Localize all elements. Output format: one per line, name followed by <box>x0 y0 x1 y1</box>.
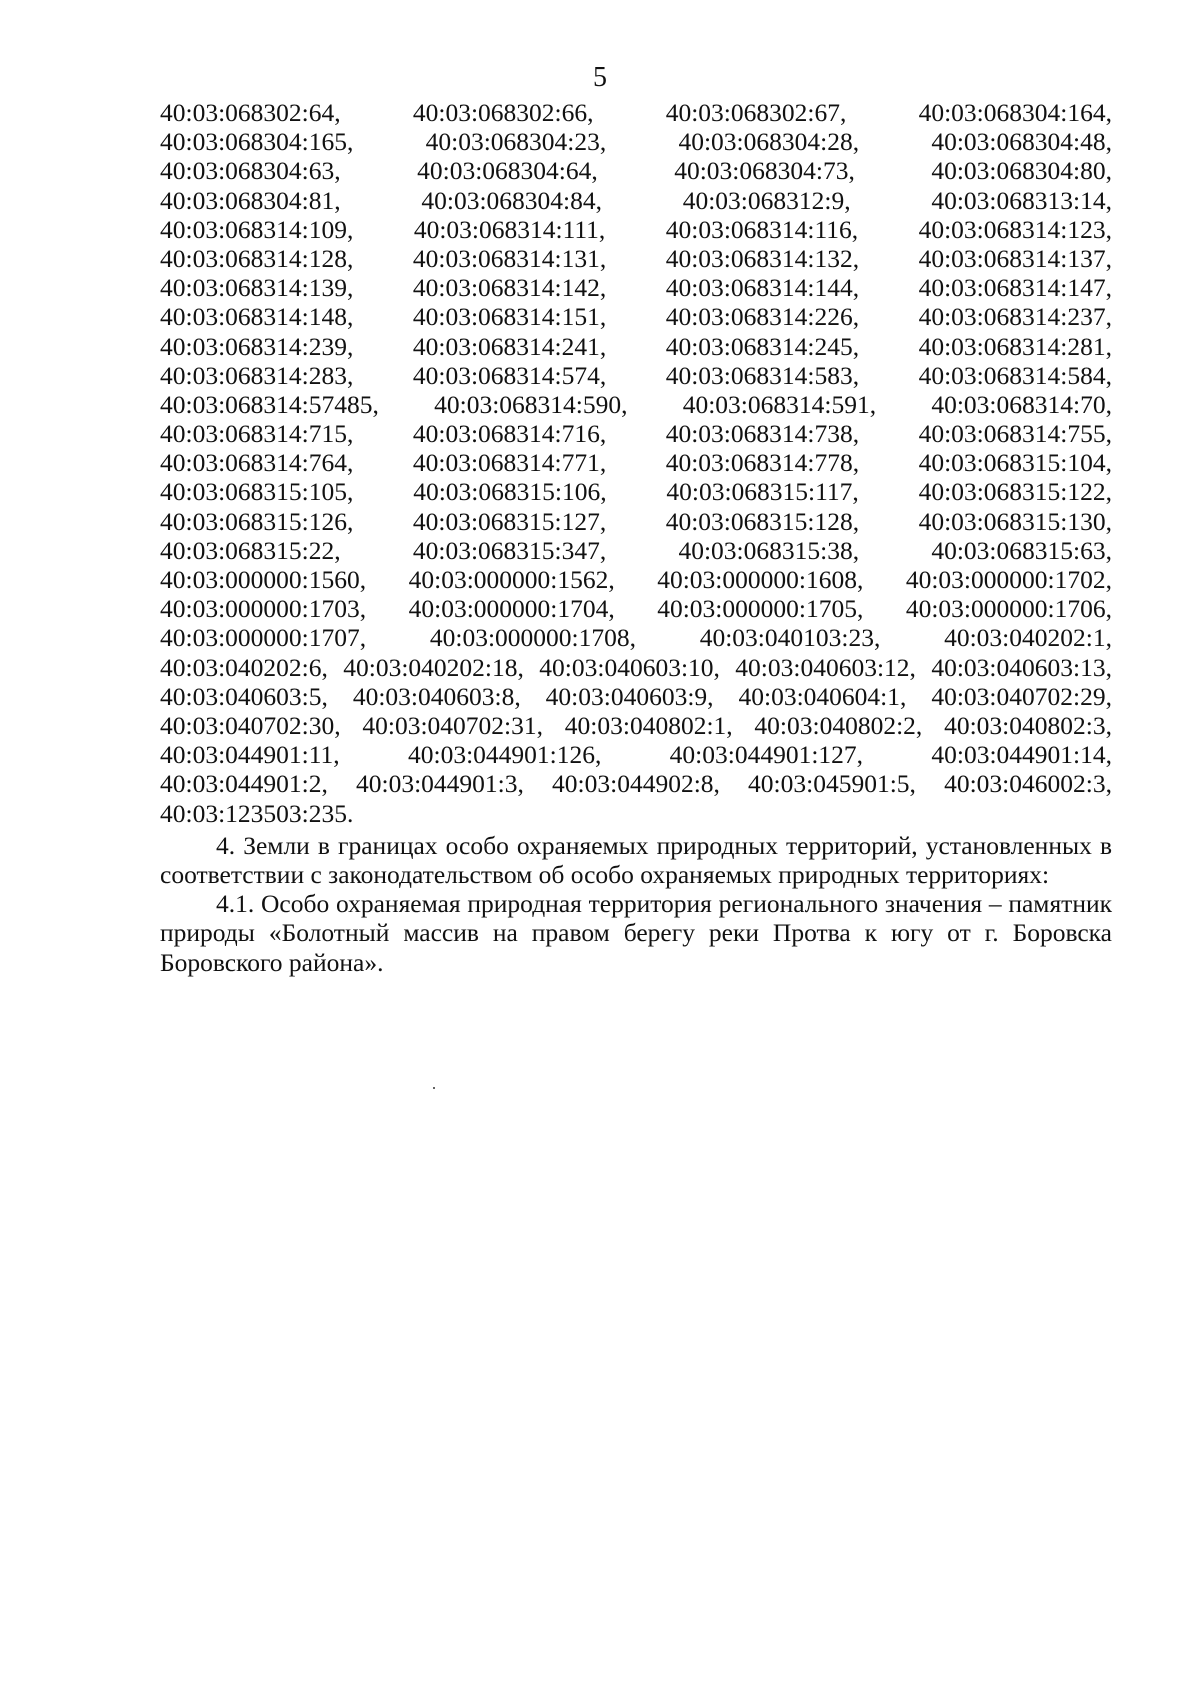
cadastral-number: 40:03:068304:80, <box>931 156 1112 186</box>
cadastral-number: 40:03:068304:81, <box>160 185 341 215</box>
cadastral-number: 40:03:040202:18, <box>343 652 524 682</box>
cadastral-number: 40:03:068314:116, <box>665 214 859 244</box>
cadastral-number: 40:03:068313:14, <box>931 185 1112 215</box>
cadastral-line <box>160 565 1112 594</box>
cadastral-number: 40:03:068314:778, <box>665 448 860 478</box>
cadastral-line <box>160 215 1112 244</box>
cadastral-number: 40:03:123503:235. <box>160 798 354 828</box>
cadastral-number: 40:03:044901:14, <box>931 740 1112 770</box>
cadastral-number: 40:03:068315:130, <box>918 506 1112 536</box>
cadastral-number: 40:03:040603:10, <box>539 652 720 682</box>
cadastral-number: 40:03:068314:132, <box>665 243 860 273</box>
cadastral-number: 40:03:068314:591, <box>682 389 877 419</box>
cadastral-number: 40:03:040702:30, <box>160 710 341 740</box>
cadastral-line <box>160 507 1112 536</box>
cadastral-line <box>160 332 1112 361</box>
cadastral-number: 40:03:068314:144, <box>665 273 860 303</box>
cadastral-number: 40:03:068315:104, <box>918 448 1112 478</box>
cadastral-number: 40:03:068315:122, <box>918 477 1112 507</box>
cadastral-number: 40:03:068304:63, <box>160 156 341 186</box>
cadastral-number: 40:03:068315:105, <box>160 477 354 507</box>
cadastral-number: 40:03:068314:142, <box>412 273 607 303</box>
cadastral-number: 40:03:040702:31, <box>362 710 544 740</box>
paragraph-4: 4. Земли в границах особо охраняемых природных территорий, установленных в соответствии с законодательством об особо охраняемых природных территориях: <box>160 830 1112 889</box>
cadastral-number: 40:03:068314:226, <box>665 302 860 332</box>
cadastral-number: 40:03:044901:3, <box>356 769 524 799</box>
cadastral-number: 40:03:068314:716, <box>412 419 607 449</box>
cadastral-number: 40:03:068314:283, <box>160 360 354 390</box>
cadastral-line <box>160 419 1112 448</box>
cadastral-number: 40:03:040202:1, <box>944 623 1112 653</box>
cadastral-number: 40:03:068315:22, <box>160 535 341 565</box>
cadastral-line <box>160 302 1112 331</box>
cadastral-number: 40:03:044901:127, <box>669 740 864 770</box>
cadastral-number: 40:03:068315:126, <box>160 506 354 536</box>
cadastral-line <box>160 769 1112 798</box>
cadastral-number: 40:03:068314:137, <box>918 243 1112 273</box>
cadastral-number: 40:03:068314:771, <box>412 448 607 478</box>
cadastral-number: 40:03:068314:147, <box>918 273 1112 303</box>
cadastral-number: 40:03:068302:66, <box>412 98 594 127</box>
cadastral-line <box>160 477 1112 506</box>
cadastral-number: 40:03:068314:111, <box>413 214 606 244</box>
cadastral-number: 40:03:068314:131, <box>412 243 607 273</box>
cadastral-line <box>160 653 1112 682</box>
cadastral-number: 40:03:044901:126, <box>407 740 602 770</box>
cadastral-number: 40:03:068304:164, <box>918 98 1112 127</box>
cadastral-number: 40:03:068314:128, <box>160 243 354 273</box>
cadastral-line <box>160 156 1112 185</box>
cadastral-line <box>160 536 1112 565</box>
cadastral-number: 40:03:000000:1708, <box>429 623 636 653</box>
cadastral-number: 40:03:040202:6, <box>160 652 328 682</box>
cadastral-number: 40:03:068314:148, <box>160 302 354 332</box>
cadastral-number: 40:03:068314:109, <box>160 214 354 244</box>
cadastral-line <box>160 594 1112 623</box>
cadastral-number: 40:03:000000:1707, <box>160 623 367 653</box>
cadastral-number-list <box>160 98 1112 828</box>
cadastral-number: 40:03:068314:123, <box>918 214 1112 244</box>
cadastral-number: 40:03:040802:2, <box>754 710 923 740</box>
cadastral-line <box>160 623 1112 652</box>
cadastral-number: 40:03:068315:127, <box>412 506 607 536</box>
cadastral-number: 40:03:068314:281, <box>918 331 1112 361</box>
cadastral-number: 40:03:040604:1, <box>738 681 907 711</box>
cadastral-number: 40:03:068314:755, <box>918 419 1112 449</box>
cadastral-number: 40:03:040603:9, <box>545 681 714 711</box>
cadastral-number: 40:03:000000:1705, <box>657 594 864 624</box>
cadastral-number: 40:03:068315:347, <box>412 535 607 565</box>
cadastral-number: 40:03:068314:583, <box>665 360 860 390</box>
cadastral-number: 40:03:068315:106, <box>413 477 607 507</box>
cadastral-number: 40:03:068302:67, <box>665 98 847 127</box>
cadastral-number: 40:03:045901:5, <box>748 769 916 799</box>
cadastral-line <box>160 390 1112 419</box>
cadastral-line <box>160 127 1112 156</box>
cadastral-number: 40:03:068314:764, <box>160 448 354 478</box>
cadastral-number: 40:03:068304:28, <box>678 127 860 157</box>
cadastral-number: 40:03:068304:73, <box>674 156 855 186</box>
cadastral-number: 40:03:044901:2, <box>160 769 328 799</box>
cadastral-number: 40:03:046002:3, <box>944 769 1112 799</box>
cadastral-number: 40:03:068314:241, <box>412 331 607 361</box>
scan-speck <box>433 1087 435 1089</box>
cadastral-number: 40:03:040702:29, <box>931 681 1112 711</box>
page-number: 5 <box>593 62 607 93</box>
cadastral-line <box>160 448 1112 477</box>
cadastral-line <box>160 740 1112 769</box>
cadastral-number: 40:03:068304:64, <box>417 156 598 186</box>
cadastral-number: 40:03:040603:12, <box>735 652 916 682</box>
cadastral-line <box>160 799 1112 828</box>
cadastral-number: 40:03:068314:584, <box>918 360 1112 390</box>
cadastral-number: 40:03:000000:1562, <box>408 565 615 594</box>
cadastral-number: 40:03:068315:63, <box>931 535 1112 565</box>
cadastral-number: 40:03:000000:1703, <box>160 594 367 624</box>
cadastral-number: 40:03:068304:23, <box>425 127 607 157</box>
cadastral-number: 40:03:068314:239, <box>160 331 354 361</box>
cadastral-number: 40:03:000000:1704, <box>408 594 615 624</box>
cadastral-number: 40:03:068314:237, <box>918 302 1112 332</box>
cadastral-number: 40:03:040103:23, <box>699 623 881 653</box>
cadastral-line <box>160 273 1112 302</box>
cadastral-number: 40:03:068315:128, <box>665 506 860 536</box>
cadastral-number: 40:03:068314:715, <box>160 419 354 449</box>
cadastral-number: 40:03:068314:574, <box>412 360 607 390</box>
cadastral-number: 40:03:068312:9, <box>682 185 851 215</box>
cadastral-number: 40:03:068302:64, <box>160 98 341 127</box>
cadastral-number: 40:03:040603:5, <box>160 681 328 711</box>
cadastral-line <box>160 98 1112 127</box>
cadastral-number: 40:03:068314:70, <box>931 389 1112 419</box>
cadastral-number: 40:03:000000:1560, <box>160 565 367 594</box>
cadastral-number: 40:03:040802:3, <box>944 710 1112 740</box>
cadastral-line <box>160 711 1112 740</box>
cadastral-number: 40:03:068314:139, <box>160 273 354 303</box>
cadastral-line <box>160 682 1112 711</box>
cadastral-number: 40:03:068315:38, <box>678 535 860 565</box>
cadastral-number: 40:03:068314:151, <box>412 302 607 332</box>
cadastral-number: 40:03:040603:13, <box>931 652 1112 682</box>
cadastral-number: 40:03:068314:57485, <box>160 389 379 419</box>
cadastral-number: 40:03:044902:8, <box>552 769 720 799</box>
cadastral-number: 40:03:044901:11, <box>160 740 340 770</box>
cadastral-number: 40:03:068304:48, <box>931 127 1112 157</box>
cadastral-number: 40:03:000000:1608, <box>657 565 864 594</box>
cadastral-number: 40:03:068314:590, <box>434 389 628 419</box>
cadastral-line <box>160 186 1112 215</box>
paragraph-4-1: 4.1. Особо охраняемая природная территория регионального значения – памятник природы «Болотный массив на правом берегу реки Протва к югу от г. Боровска Боровского района». <box>160 889 1112 977</box>
cadastral-line <box>160 361 1112 390</box>
cadastral-number: 40:03:068314:738, <box>665 419 860 449</box>
cadastral-line <box>160 244 1112 273</box>
cadastral-number: 40:03:068304:165, <box>160 127 354 157</box>
cadastral-number: 40:03:068315:117, <box>666 477 859 507</box>
cadastral-number: 40:03:040802:1, <box>564 710 733 740</box>
cadastral-number: 40:03:000000:1702, <box>905 565 1112 594</box>
document-body <box>160 98 1112 977</box>
cadastral-number: 40:03:000000:1706, <box>905 594 1112 624</box>
cadastral-number: 40:03:040603:8, <box>352 681 521 711</box>
cadastral-number: 40:03:068314:245, <box>665 331 860 361</box>
cadastral-number: 40:03:068304:84, <box>421 185 602 215</box>
